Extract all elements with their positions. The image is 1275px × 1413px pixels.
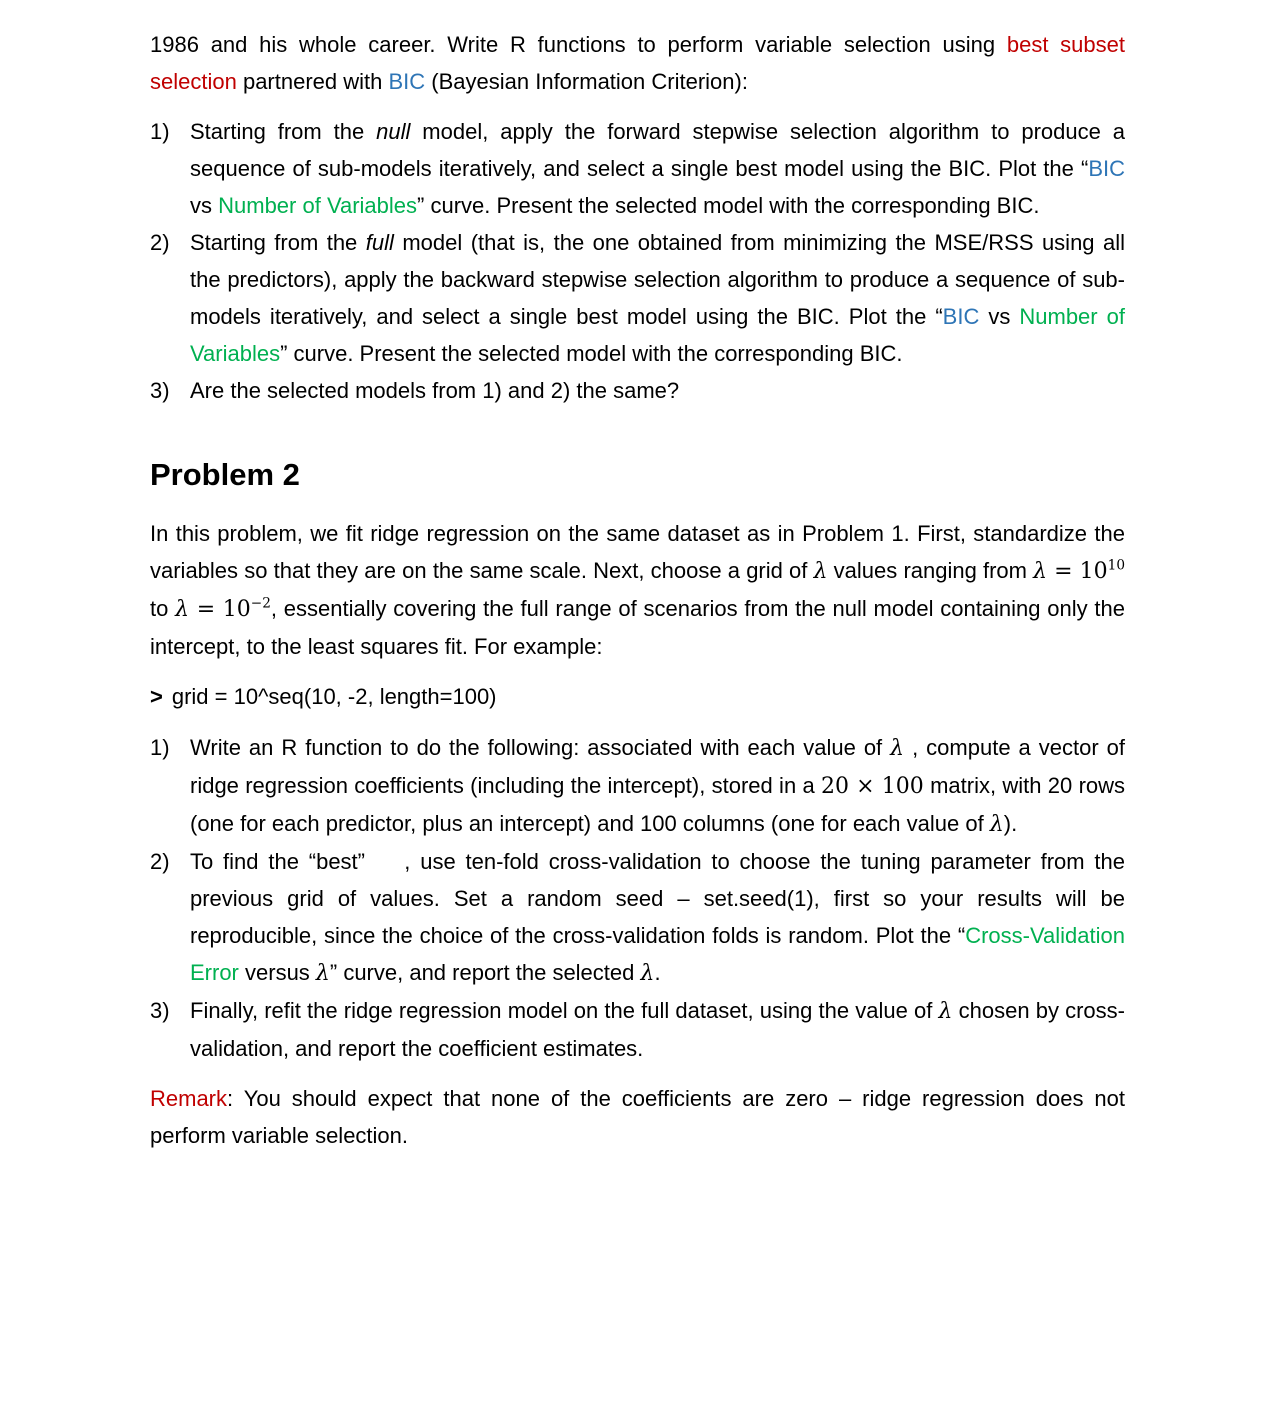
list-item-text: Are the selected models from 1) and 2) the same? (190, 378, 680, 403)
problem-2-intro-paragraph: In this problem, we fit ridge regression on the same dataset as in Problem 1. First, standardize the variables so that they are on the same scale. Next, choose a grid of λ values ranging from $\lambda = 10^{10}$ to $\lambda = 10^{-2}$, essentially covering the full range of scenarios from the null model containing only the intercept, to the least squares fit. For example: (150, 521, 1125, 659)
list-item (150, 992, 1125, 1067)
list-item-number: 2) (150, 849, 170, 874)
numbered-list-2 (150, 729, 1125, 1067)
list-item (150, 372, 1125, 409)
r-code-line (150, 678, 1125, 715)
list-item (150, 729, 1125, 843)
list-item-text: Starting from the full model (that is, the one obtained from minimizing the MSE/RSS using all the predictors), apply the backward stepwise selection algorithm to produce a sequence of sub-models iteratively, and select a single best model using the BIC. Plot the “BIC vs Number of Variables” curve. Present the selected model with the corresponding BIC. (190, 230, 1125, 366)
list-item-number: 1) (150, 119, 170, 144)
remark-paragraph: Remark: You should expect that none of the coefficients are zero – ridge regression does not perform variable selection. (150, 1086, 1125, 1148)
problem-2-heading: Problem 2 (150, 457, 300, 492)
list-item-text: To find the “best” , use ten-fold cross-validation to choose the tuning parameter from the previous grid of values. Set a random seed – set.seed(1), first so your results will be reproducible, since the choice of the cross-validation folds is random. Plot the “Cross-Validation Error versus λ” curve, and report the selected λ. (190, 849, 1125, 986)
code-text: grid = 10^seq(10, -2, length=100) (171, 684, 497, 709)
list-item-text: Write an R function to do the following: associated with each value of λ , compute a vector of ridge regression coefficients (including the intercept), stored in a 20 × 100 matrix, with 20 rows (one for each predictor, plus an intercept) and 100 columns (one for each value of λ). (190, 735, 1126, 837)
list-item-text: Starting from the null model, apply the forward stepwise selection algorithm to produce a sequence of sub-models iteratively, and select a single best model using the BIC. Plot the “BIC vs Number of Variables” curve. Present the selected model with the corresponding BIC. (190, 119, 1125, 218)
intro-paragraph: 1986 and his whole career. Write R functions to perform variable selection using best subset selection partnered with BIC (Bayesian Information Criterion): (150, 32, 1126, 94)
list-item-number: 3) (150, 998, 170, 1023)
list-item (150, 113, 1125, 224)
list-item-number: 3) (150, 378, 170, 403)
list-item-number: 1) (150, 735, 170, 760)
list-item-text: Finally, refit the ridge regression model on the full dataset, using the value of λ chosen by cross-validation, and report the coefficient estimates. (190, 998, 1125, 1061)
code-prompt: > (150, 684, 163, 709)
list-item (150, 224, 1125, 372)
numbered-list-1 (150, 113, 1125, 409)
list-item-number: 2) (150, 230, 170, 255)
list-item (150, 843, 1125, 992)
